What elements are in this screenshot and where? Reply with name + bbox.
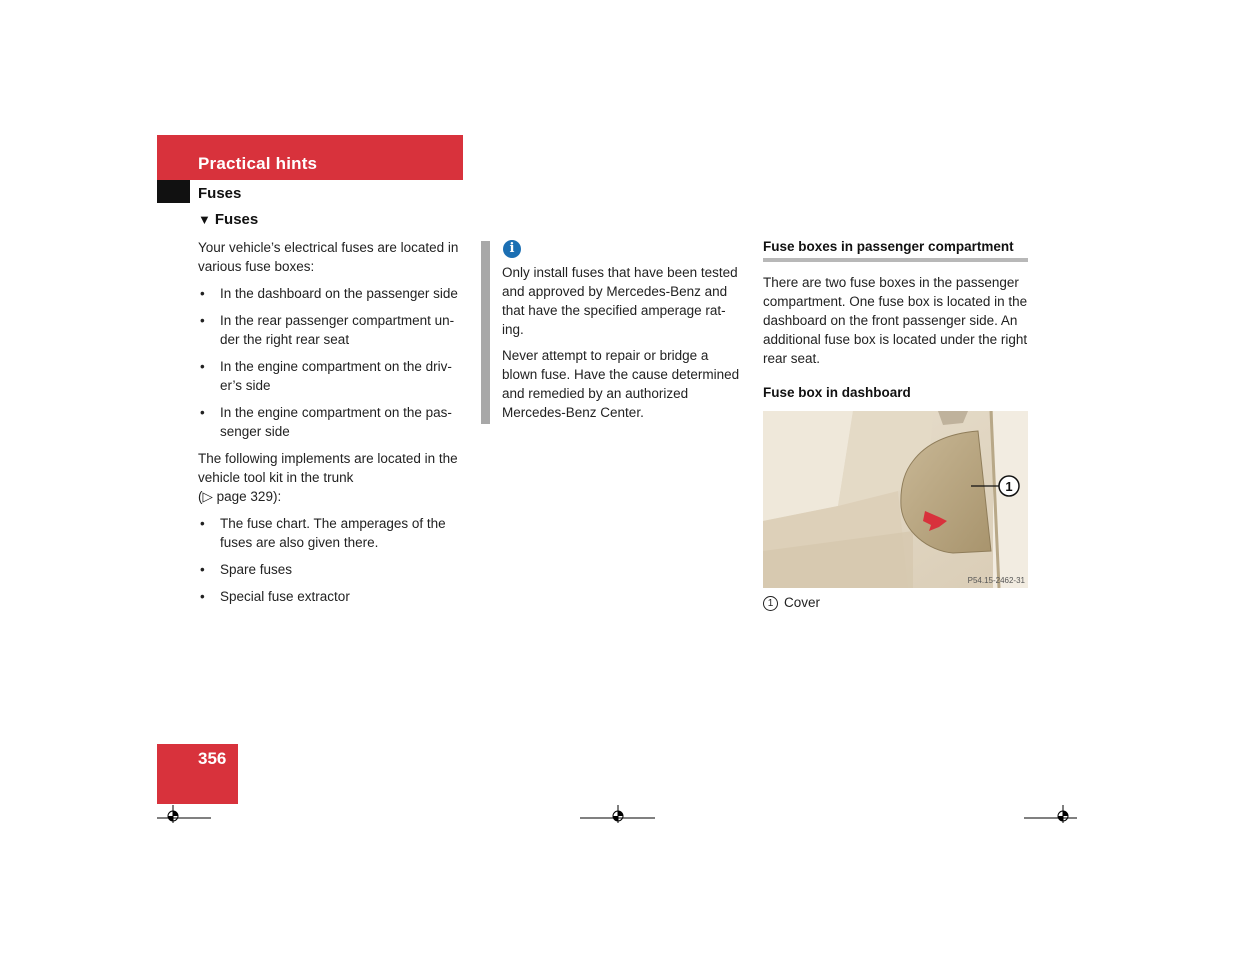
bullet-icon: •: [200, 516, 205, 531]
list-item: • Special fuse extractor: [200, 589, 350, 604]
caption-text: Cover: [784, 595, 821, 610]
info-note-bar: [481, 241, 490, 424]
list-item: • In the dashboard on the passenger side: [200, 286, 458, 301]
bullet-icon: •: [200, 589, 205, 604]
bullet-icon: •: [200, 286, 205, 301]
bullet-icon: •: [200, 405, 205, 420]
list-item: • In the engine compartment on the driv-er’s side: [200, 359, 452, 393]
page-number: 356: [198, 749, 227, 768]
intro-paragraph: Your vehicle’s electrical fuses are located in various fuse boxes:: [198, 240, 459, 274]
info-note: [502, 263, 747, 429]
implements-paragraph: The following implements are located in the vehicle tool kit in the trunk (▷ page 329):: [198, 451, 458, 504]
triangle-down-icon: ▼: [198, 212, 211, 227]
section-title: Practical hints: [198, 154, 318, 173]
list-item: • Spare fuses: [200, 562, 293, 577]
intro-column: [198, 238, 466, 614]
fuse-box-dashboard-subheading: Fuse box in dashboard: [763, 385, 911, 400]
info-paragraph-1: Only install fuses that have been tested and approved by Mercedes-Benz and that have the specified amperage rat-ing.: [502, 265, 738, 337]
bullet-icon: •: [200, 313, 205, 328]
title-rule: [763, 258, 1028, 262]
bullet-icon: •: [200, 359, 205, 374]
registration-mark-icon: [578, 802, 658, 824]
page-heading-text: Fuses: [214, 211, 259, 228]
figure-caption: [763, 593, 820, 612]
registration-mark-icon: [157, 802, 213, 824]
bullet-icon: •: [200, 562, 205, 577]
page-reference-link[interactable]: page 329):: [212, 489, 282, 504]
list-item: • The fuse chart. The amperages of the fuses are also given there.: [200, 516, 446, 550]
dashboard-fuse-box-photo: [763, 411, 1028, 588]
section-tab-marker: [157, 180, 190, 203]
sub-title: Fuses: [198, 185, 242, 202]
info-icon: i: [503, 240, 521, 258]
figure-code: P54.15-2462-31: [967, 576, 1025, 585]
registration-mark-icon: [1022, 802, 1080, 824]
list-item: • In the engine compartment on the pas-senger side: [200, 405, 452, 439]
page-reference-arrow-icon: ▷: [202, 489, 213, 504]
caption-number-circle: 1: [763, 596, 778, 611]
implements-list: [198, 514, 466, 606]
list-item: • In the rear passenger compartment un-der the right rear seat: [200, 313, 455, 347]
figure-callout-number: 1: [1005, 479, 1013, 494]
fuse-boxes-title: Fuse boxes in passenger compartment: [763, 239, 1014, 254]
info-paragraph-2: Never attempt to repair or bridge a blown fuse. Have the cause determined and remedied by an authorized Mercedes-Benz Center.: [502, 348, 740, 420]
page-heading: [198, 211, 258, 228]
fuse-boxes-paragraph: There are two fuse boxes in the passenger compartment. One fuse box is located in the dashboard on the front passenger side. An additional fuse box is located under the right rear seat.: [763, 275, 1028, 366]
fuse-location-list: [198, 284, 466, 441]
